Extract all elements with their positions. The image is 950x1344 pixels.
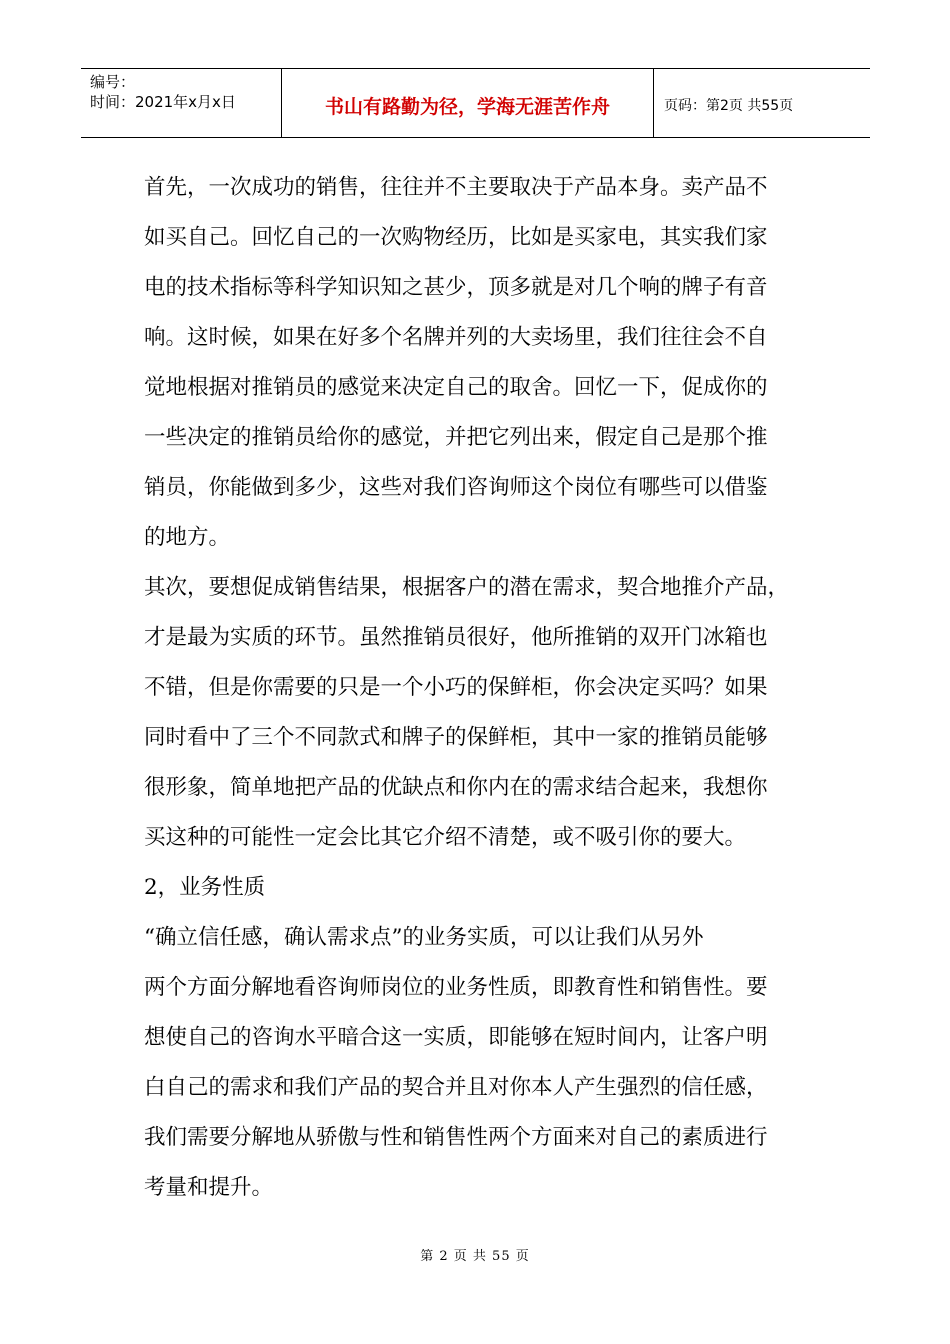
body-line: 其次，要想促成销售结果，根据客户的潜在需求，契合地推介产品， bbox=[144, 575, 790, 600]
body-line: 一些决定的推销员给你的感觉，并把它列出来，假定自己是那个推 bbox=[144, 425, 768, 450]
body-line: 想使自己的咨询水平暗合这一实质，即能够在短时间内，让客户明 bbox=[144, 1025, 768, 1050]
section-heading: 2，业务性质 bbox=[144, 875, 266, 900]
body-line: 白自己的需求和我们产品的契合并且对你本人产生强烈的信任感， bbox=[144, 1075, 768, 1100]
number-label: 编号： bbox=[90, 73, 136, 91]
body-line: 首先，一次成功的销售，往往并不主要取决于产品本身。卖产品不 bbox=[144, 175, 768, 200]
body-line: 同时看中了三个不同款式和牌子的保鲜柜，其中一家的推销员能够 bbox=[144, 725, 768, 750]
time-label: 时间：2021年x月x日 bbox=[90, 93, 236, 111]
body-line: 的地方。 bbox=[144, 525, 231, 550]
body-line: 很形象，简单地把产品的优缺点和你内在的需求结合起来，我想你 bbox=[144, 775, 768, 800]
body-line: “确立信任感，确认需求点”的业务实质，可以让我们从另外 bbox=[144, 925, 704, 950]
document-body bbox=[144, 163, 834, 1213]
page-footer bbox=[0, 1245, 950, 1264]
body-line: 考量和提升。 bbox=[144, 1175, 274, 1200]
body-line: 响。这时候，如果在好多个名牌并列的大卖场里，我们往往会不自 bbox=[144, 325, 768, 350]
body-line: 买这种的可能性一定会比其它介绍不清楚，或不吸引你的要大。 bbox=[144, 825, 747, 850]
header-page-cell bbox=[654, 69, 870, 137]
body-line: 如买自己。回忆自己的一次购物经历，比如是买家电，其实我们家 bbox=[144, 225, 768, 250]
body-line: 两个方面分解地看咨询师岗位的业务性质，即教育性和销售性。要 bbox=[144, 975, 768, 1000]
page-header bbox=[81, 68, 870, 138]
footer-page-number: 第 2 页 共 55 页 bbox=[420, 1249, 530, 1264]
body-line: 才是最为实质的环节。虽然推销员很好，他所推销的双开门冰箱也 bbox=[144, 625, 768, 650]
body-line: 销员，你能做到多少，这些对我们咨询师这个岗位有哪些可以借鉴 bbox=[144, 475, 768, 500]
body-line: 不错，但是你需要的只是一个小巧的保鲜柜，你会决定买吗？如果 bbox=[144, 675, 768, 700]
header-meta-cell bbox=[81, 69, 282, 137]
body-line: 电的技术指标等科学知识知之甚少，顶多就是对几个响的牌子有音 bbox=[144, 275, 768, 300]
body-line: 觉地根据对推销员的感觉来决定自己的取舍。回忆一下，促成你的 bbox=[144, 375, 768, 400]
header-motto-cell bbox=[282, 69, 654, 137]
body-line: 我们需要分解地从骄傲与性和销售性两个方面来对自己的素质进行 bbox=[144, 1125, 768, 1150]
page-info: 页码：第2页 共55页 bbox=[664, 97, 794, 114]
motto-text: 书山有路勤为径，学海无涯苦作舟 bbox=[324, 95, 610, 118]
